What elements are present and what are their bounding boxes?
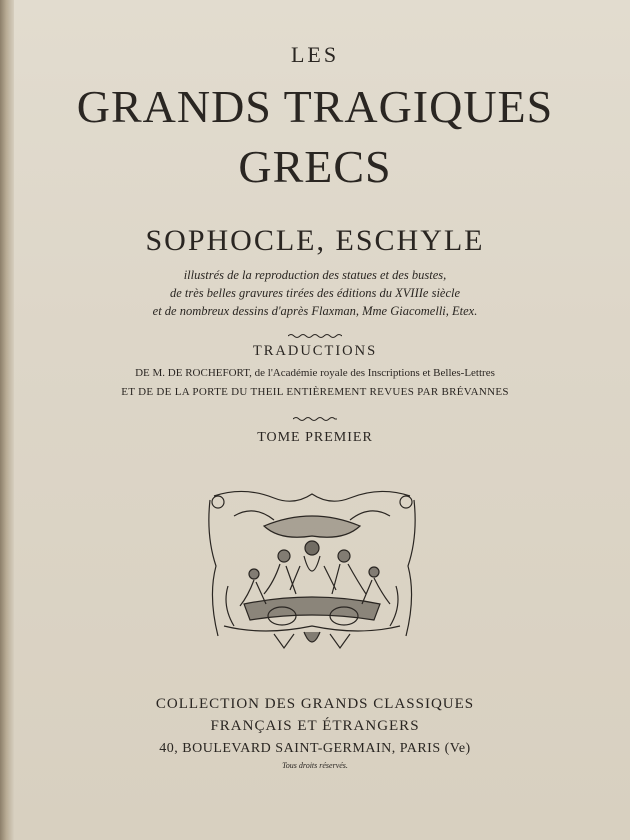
publisher-address: 40, BOULEVARD SAINT-GERMAIN, PARIS (Ve) [159, 741, 471, 756]
translator-line-2: ET DE DE LA PORTE DU THEIL ENTIÈREMENT REVUES PAR BRÉVANNES [121, 386, 509, 398]
illustrations-line-1: illustrés de la reproduction des statues et des bustes, [183, 268, 447, 282]
rights-notice: Tous droits réservés. [282, 761, 348, 770]
title-line-2: GRECS [238, 141, 392, 192]
illustrations-line-3: et de nombreux dessins d'après Flaxman, Mme Giacomelli, Etex. [152, 304, 478, 318]
authors: SOPHOCLE, ESCHYLE [145, 224, 485, 257]
translations-heading: TRADUCTIONS [252, 343, 378, 359]
title-line-1: GRANDS TRAGIQUES [76, 81, 554, 132]
ornament-rule-icon [0, 407, 630, 426]
title-article: LES [290, 42, 340, 67]
collection-line-1: COLLECTION DES GRANDS CLASSIQUES [155, 696, 475, 712]
engraved-vignette-icon [204, 486, 420, 656]
ornament-rule-icon [0, 324, 630, 343]
illustrations-line-2: de très belles gravures tirées des éditions du XVIIIe siècle [169, 286, 461, 300]
translator-line-1: DE M. DE ROCHEFORT, de l'Académie royale des Inscriptions et Belles-Lettres [135, 367, 495, 379]
volume-label: TOME PREMIER [257, 430, 373, 445]
collection-line-2: FRANÇAIS ET ÉTRANGERS [210, 718, 420, 734]
